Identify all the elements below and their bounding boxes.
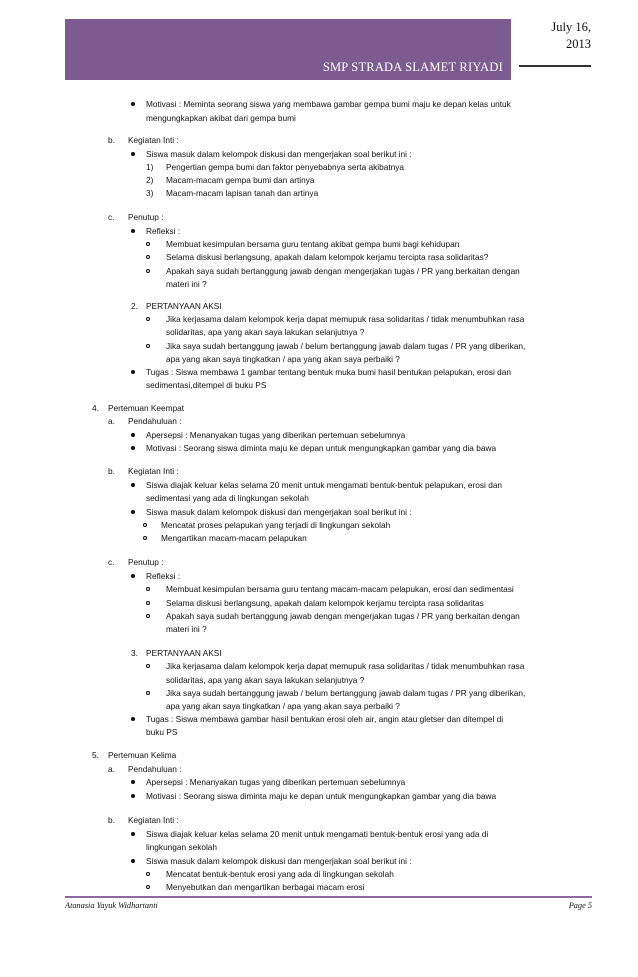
text-line: Penutup : <box>128 212 164 222</box>
text-line: Macam-macam gempa bumi dan artinya <box>166 175 315 185</box>
bullet-marker <box>131 152 135 156</box>
list-marker: a. <box>108 416 115 426</box>
text-line: Jika saya sudah bertanggung jawab / belum bertanggung jawab dalam tugas / PR yang diberikan, <box>166 341 526 351</box>
sub-bullet-marker <box>146 691 150 695</box>
header-date <box>519 19 591 80</box>
text-line: PERTANYAAN AKSI <box>146 648 222 658</box>
header-date-line2: 2013 <box>566 37 591 51</box>
bullet-marker <box>131 446 135 450</box>
list-marker: b. <box>108 466 115 476</box>
text-line: Tugas : Siswa membawa 1 gambar tentang bentuk muka bumi hasil bentukan pelapukan, erosi dan <box>146 367 511 377</box>
sub-bullet-marker <box>146 242 150 246</box>
bullet-marker <box>131 102 135 106</box>
sub-bullet-marker <box>146 664 150 668</box>
list-marker: c. <box>108 557 115 567</box>
text-line: apa yang akan saya tingkatkan / apa yang akan saya perbaiki ? <box>166 701 400 711</box>
text-line: lingkungan sekolah <box>146 842 218 852</box>
sub-bullet-marker <box>146 601 150 605</box>
bullet-marker <box>131 794 135 798</box>
text-line: Mencatat proses pelapukan yang terjadi di lingkungan sekolah <box>161 520 391 530</box>
text-line: Apakah saya sudah bertanggung jawab dengan mengerjakan tugas / PR yang berkaitan dengan <box>166 611 520 621</box>
text-line: Pertemuan Keempat <box>108 403 185 413</box>
text-line: Refleksi : <box>146 226 181 236</box>
text-line: Jika saya sudah bertanggung jawab / belum bertanggung jawab dalam tugas / PR yang diberikan, <box>166 688 526 698</box>
text-line: Selama diskusi berlangsung, apakah dalam kelompok kerjamu tercipta rasa solidaritas? <box>166 252 489 262</box>
text-line: Macam-macam lapisan tanah dan artinya <box>166 188 319 198</box>
text-line: Menyebutkan dan mengartikan berbagai macam erosi <box>166 882 365 892</box>
text-line: Siswa masuk dalam kelompok diskusi dan mengerjakan soal berikut ini : <box>146 856 412 866</box>
text-line: Pendahuluan : <box>128 764 182 774</box>
bullet-marker <box>131 574 135 578</box>
list-marker: 5. <box>92 750 99 760</box>
text-line: Tugas : Siswa membawa gambar hasil bentukan erosi oleh air, angin atau gletser dan ditempel di <box>146 714 504 724</box>
text-line: Motivasi : Meminta seorang siswa yang membawa gambar gempa bumi maju ke depan kelas untuk <box>146 99 511 109</box>
list-marker: 1) <box>146 162 154 172</box>
sub-bullet-marker <box>146 269 150 273</box>
bullet-marker <box>131 433 135 437</box>
text-line: Membuat kesimpulan bersama guru tentang akibat gempa bumi bagi kehidupan <box>166 239 460 249</box>
text-line: sedimentasi yang ada di lingkungan sekolah <box>146 493 309 503</box>
bullet-marker <box>131 229 135 233</box>
text-line: Siswa diajak keluar kelas selama 20 menit untuk mengamati bentuk-bentuk pelapukan, erosi dan <box>146 480 503 490</box>
sub-bullet-marker <box>146 614 150 618</box>
text-line: Kegiatan Inti : <box>128 815 179 825</box>
text-line: buku PS <box>146 727 178 737</box>
text-line: materi ini ? <box>166 279 207 289</box>
text-line: Jika kerjasama dalam kelompok kerja dapat memupuk rasa solidaritas / tidak menumbuhkan rasa <box>166 314 525 324</box>
text-line: Apersepsi : Menanyakan tugas yang diberikan pertemuan sebelumnya <box>146 430 406 440</box>
bullet-marker <box>131 859 135 863</box>
list-marker: 2. <box>131 301 138 311</box>
bullet-marker <box>131 370 135 374</box>
text-line: sedimentasi,ditempel di buku PS <box>146 380 267 390</box>
list-marker: b. <box>108 135 115 145</box>
text-line: Pertemuan Kelima <box>108 750 177 760</box>
text-line: Kegiatan Inti : <box>128 135 179 145</box>
text-line: Siswa diajak keluar kelas selama 20 menit untuk mengamati bentuk-bentuk erosi yang ada di <box>146 829 489 839</box>
bullet-marker <box>131 780 135 784</box>
text-line: Jika kerjasama dalam kelompok kerja dapat memupuk rasa solidaritas / tidak menumbuhkan rasa <box>166 661 525 671</box>
sub-bullet-marker <box>146 587 150 591</box>
header-rule <box>519 65 591 67</box>
text-line: Kegiatan Inti : <box>128 466 179 476</box>
text-line: PERTANYAAN AKSI <box>146 301 222 311</box>
text-line: Apersepsi : Menanyakan tugas yang diberikan pertemuan sebelumnya <box>146 777 406 787</box>
text-line: Selama diskusi berlangsung, apakah dalam kelompok kerjamu tercipta rasa solidaritas <box>166 598 484 608</box>
list-marker: 3. <box>131 648 138 658</box>
header-title: SMP STRADA SLAMET RIYADI <box>322 60 503 74</box>
sub-bullet-marker <box>146 317 150 321</box>
bullet-marker <box>131 510 135 514</box>
text-line: Siswa masuk dalam kelompok diskusi dan mengerjakan soal berikut ini : <box>146 149 412 159</box>
text-line: Mengartikan macam-macam pelapukan <box>161 533 307 543</box>
sub-bullet-marker <box>143 536 147 540</box>
text-line: solidaritas, apa yang akan saya lakukan selanjutnya ? <box>166 327 365 337</box>
list-marker: a. <box>108 764 115 774</box>
sub-bullet-marker <box>146 344 150 348</box>
bullet-marker <box>131 483 135 487</box>
footer-rule <box>65 896 592 898</box>
list-marker: 3) <box>146 188 154 198</box>
list-marker: 4. <box>92 403 99 413</box>
footer-author: Atanasia Yayuk Widhartanti <box>65 901 158 910</box>
footer-page-number: Page 5 <box>568 901 592 910</box>
header-date-line1: July 16, <box>551 20 591 34</box>
text-line: Membuat kesimpulan bersama guru tentang macam-macam pelapukan, erosi dan sedimentasi <box>166 584 514 594</box>
text-line: Apakah saya sudah bertanggung jawab dengan mengerjakan tugas / PR yang berkaitan dengan <box>166 266 520 276</box>
text-line: Refleksi : <box>146 571 181 581</box>
text-line: mengungkapkan akibat dari gempa bumi <box>146 113 296 123</box>
bullet-marker <box>131 832 135 836</box>
sub-bullet-marker <box>146 872 150 876</box>
header-band <box>65 19 511 80</box>
list-marker: b. <box>108 815 115 825</box>
sub-bullet-marker <box>146 885 150 889</box>
sub-bullet-marker <box>146 255 150 259</box>
text-line: materi ini ? <box>166 624 207 634</box>
text-line: Pengertian gempa bumi dan faktor penyebabnya serta akibatnya <box>166 162 405 172</box>
text-line: solidaritas, apa yang akan saya lakukan selanjutnya ? <box>166 675 365 685</box>
text-line: Penutup : <box>128 557 164 567</box>
text-line: Motivasi : Seorang siswa diminta maju ke depan untuk mengungkapkan gambar yang dia bawa <box>146 443 497 453</box>
text-line: Siswa masuk dalam kelompok diskusi dan mengerjakan soal berikut ini : <box>146 507 412 517</box>
text-line: apa yang akan saya tingkatkan / apa yang akan saya perbaiki ? <box>166 354 400 364</box>
text-line: Mencatat bentuk-bentuk erosi yang ada di lingkungan sekolah <box>166 869 394 879</box>
text-line: Motivasi : Seorang siswa diminta maju ke depan untuk mengungkapkan gambar yang dia bawa <box>146 791 497 801</box>
sub-bullet-marker <box>143 523 147 527</box>
bullet-marker <box>131 717 135 721</box>
text-line: Pendahuluan : <box>128 416 182 426</box>
list-marker: c. <box>108 212 115 222</box>
list-marker: 2) <box>146 175 154 185</box>
